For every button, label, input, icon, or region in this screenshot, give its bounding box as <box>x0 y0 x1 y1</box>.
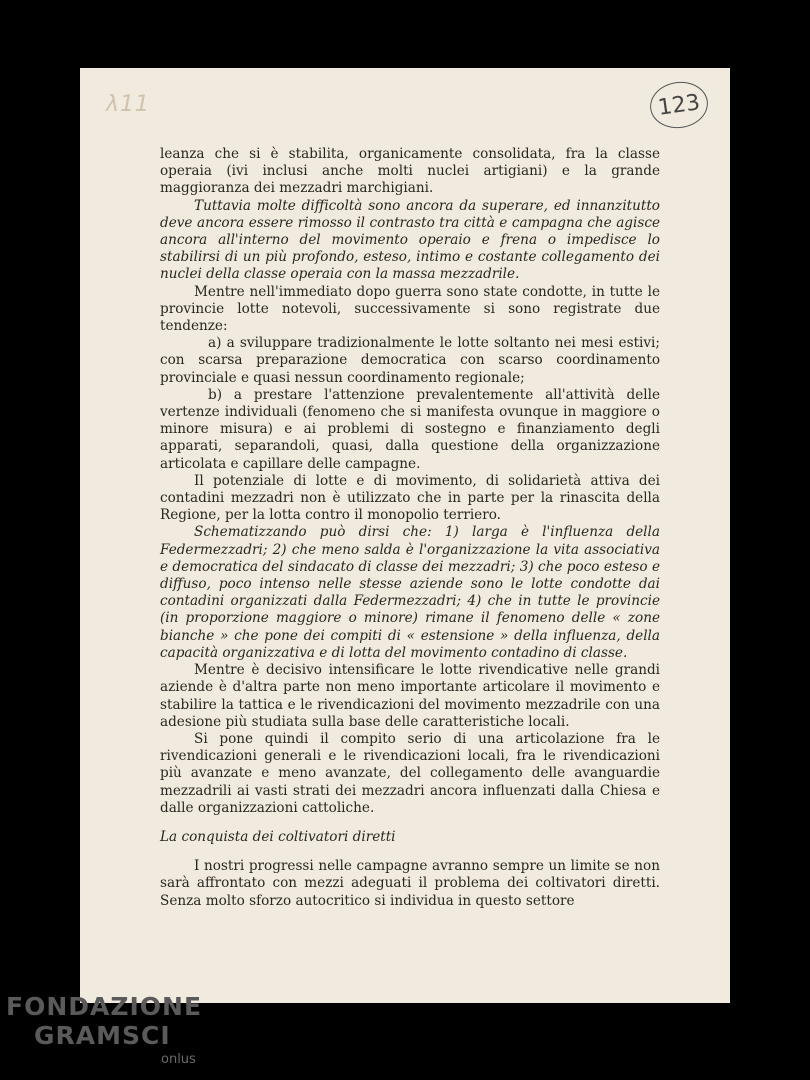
logo-line-2: GRAMSCI <box>34 1021 171 1050</box>
paragraph: I nostri progressi nelle campagne avranno sempre un limite se non sarà affrontato con mezzi adeguati il problema dei coltivatori diretti. Senza molto sforzo autocritico si individua in questo settore <box>160 858 660 909</box>
logo-line-1: FONDAZIONE <box>6 992 203 1021</box>
faint-pencil-mark: λ11 <box>106 92 151 117</box>
paragraph: Mentre è decisivo intensificare le lotte rivendicative nelle grandi aziende è d'altra parte non meno importante articolare il movimento e stabilire la tattica e le rivendicazioni del movimento mezzadrile con una adesione più studiata sulla base delle caratteristiche locali. <box>160 662 660 730</box>
logo-line-3: onlus <box>161 1052 196 1067</box>
fondazione-gramsci-logo <box>6 992 202 1067</box>
paragraph: Si pone quindi il compito serio di una articolazione fra le rivendicazioni generali e le rivendicazioni locali, fra le rivendicazioni più avanzate e meno avanzate, del collegamento delle avanguardie mezzadrili ai vasti strati dei mezzadri ancora influenzati dalla Chiesa e dalle organizzazioni cattoliche. <box>160 730 660 816</box>
paragraph: leanza che si è stabilita, organicamente consolidata, fra la classe operaia (ivi inclusi anche molti nuclei artigiani) e la grande maggioranza dei mezzadri marchigiani. <box>160 146 660 197</box>
paragraph: Mentre nell'immediato dopo guerra sono state condotte, in tutte le provincie lotte notevoli, successivamente si sono registrate due tendenze: <box>160 283 660 335</box>
body-text <box>160 146 660 910</box>
paragraph: Il potenziale di lotte e di movimento, di solidarietà attiva dei contadini mezzadri non è utilizzato che in parte per la rinascita della Regione, per la lotta contro il monopolio terriero. <box>160 472 660 524</box>
paragraph: b) a prestare l'attenzione prevalentemente all'attività delle vertenze individuali (fenomeno che si manifesta ovunque in maggiore o minore misura) e ai problemi di sostegno e finanziamento degli apparati, separandoli, quasi, dalla questione della organizzazione articolata e capillare delle campagne. <box>160 386 660 472</box>
paragraph: Schematizzando può dirsi che: 1) larga è l'influenza della Federmezzadri; 2) che meno salda è l'organizzazione la vita associativa e democratica del sindacato di classe dei mezzadri; 3) che poco esteso e diffuso, poco intenso nelle stesse aziende sono le lotte condotte dai contadini organizzati dalla Federmezzadri; 4) che in tutte le provincie (in proporzione maggiore o minore) rimane il fenomeno delle « zone bianche » che pone dei compiti di « estensione » della influenza, della capacità organizzativa e di lotta del movimento contadino di classe. <box>160 524 660 661</box>
page-number-stamp: 123 <box>647 78 711 132</box>
section-heading: La conquista dei coltivatori diretti <box>160 828 396 845</box>
paragraph: a) a sviluppare tradizionalmente le lotte soltanto nei mesi estivi; con scarsa preparazione democratica con scarso coordinamento provinciale e quasi nessun coordinamento regionale; <box>160 335 660 386</box>
paragraph: Tuttavia molte difficoltà sono ancora da superare, ed innanzitutto deve ancora essere rimosso il contrasto tra città e campagna che agisce ancora all'interno del movimento operaio e frena o impedisce lo stabilirsi di un più profondo, esteso, intimo e costante collegamento dei nuclei della classe operaia con la massa mezzadrile. <box>160 197 660 283</box>
